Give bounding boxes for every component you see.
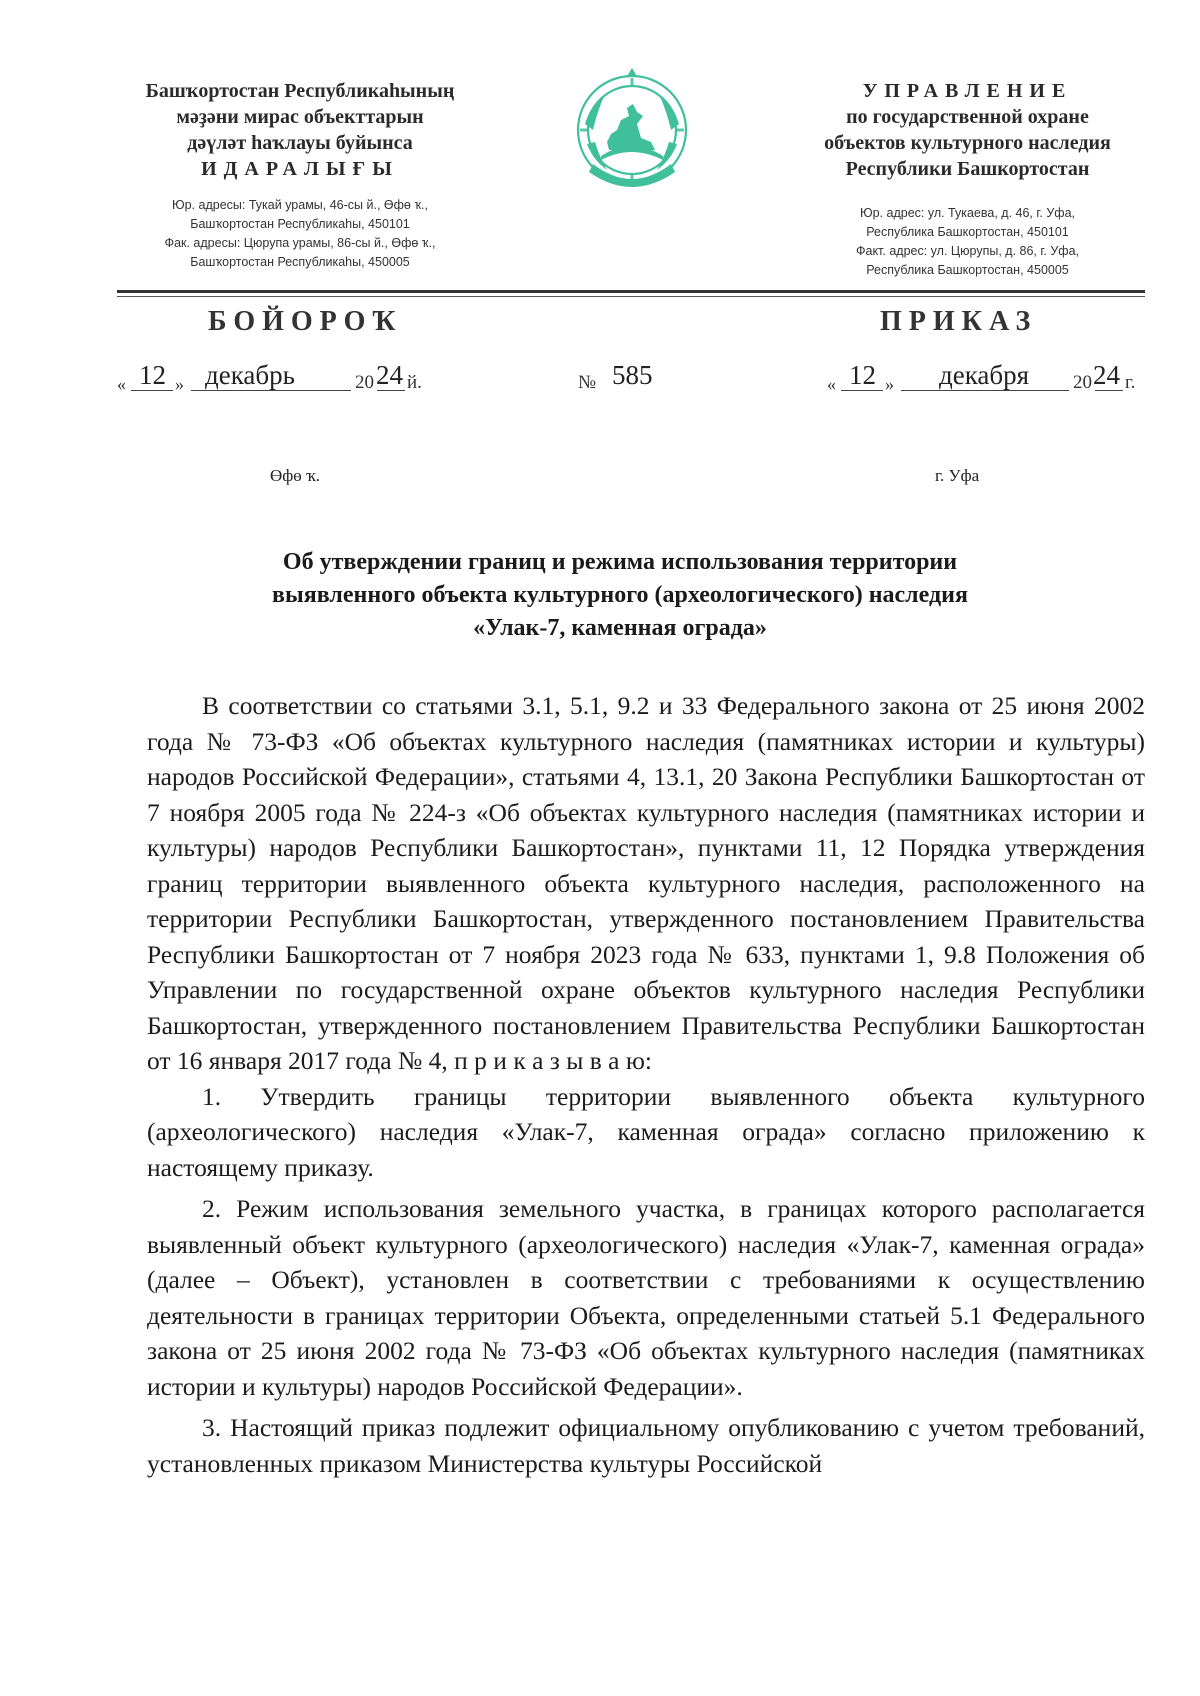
org-name-line: Республики Башкортостан: [845, 158, 1090, 180]
month-value: декабря: [939, 360, 1030, 390]
doc-type-bashkir: БОЙОРОҠ: [208, 306, 403, 337]
order-word: п р и к а з ы в а ю:: [454, 1046, 652, 1075]
address-line: Республика Башкортостан, 450101: [866, 225, 1069, 239]
header-divider-thin: [117, 296, 1145, 297]
address-block: [790, 204, 1145, 280]
letterhead-right: [790, 78, 1145, 280]
doc-type-russian: ПРИКАЗ: [880, 306, 1038, 337]
city-bashkir: Өфө ҡ.: [270, 466, 321, 485]
org-name-line: Башҡортостан Республикаһының: [145, 80, 455, 102]
number-label: №: [578, 372, 597, 393]
org-name-spaced: ИДАРАЛЫҒЫ: [201, 158, 399, 180]
address-line: Республика Башкортостан, 450005: [866, 263, 1069, 277]
year-prefix: 20: [355, 372, 374, 393]
document-title: [180, 546, 1060, 645]
close-quote: »: [885, 374, 894, 394]
address-line: Башҡортостан Республикаһы, 450101: [190, 217, 410, 231]
bashkortostan-emblem-icon: [571, 64, 693, 200]
close-quote: »: [175, 374, 184, 394]
order-number: [578, 360, 678, 394]
address-line: Фак. адресы: Цюрупа урамы, 86-сы й., Өфө ҡ.,: [164, 236, 436, 250]
open-quote: «: [117, 374, 126, 394]
year-mark: й.: [407, 372, 422, 393]
org-name-line: дәүләт һаҡлауы буйынса: [187, 132, 413, 154]
preamble-paragraph: [147, 688, 1145, 1079]
date-left: [117, 360, 437, 394]
org-name-line: мәҙәни мирас объекттарын: [176, 106, 424, 128]
month-value: декабрь: [205, 360, 295, 390]
day-value: 12: [139, 360, 166, 390]
address-line: Юр. адресы: Тукай урамы, 46-сы й., Өфө ҡ.,: [172, 198, 428, 212]
open-quote: «: [827, 374, 836, 394]
org-name-spaced: УПРАВЛЕНИЕ: [862, 80, 1073, 102]
year-mark: г.: [1125, 372, 1136, 393]
year-suffix: 24: [1093, 360, 1120, 390]
order-item: 1. Утвердить границы территории выявленного объекта культурного (археологического) наследия «Улак-7, каменная ограда» согласно приложению к настоящему приказу.: [147, 1081, 1145, 1182]
org-name-line: объектов культурного наследия: [824, 132, 1111, 154]
header-divider-thick: [117, 290, 1145, 293]
title-line: «Улак-7, каменная ограда»: [473, 615, 767, 641]
address-line: Башҡортостан Республикаһы, 450005: [190, 255, 410, 269]
city-russian: г. Уфа: [935, 466, 980, 485]
org-name-line: по государственной охране: [846, 106, 1089, 128]
order-item: 2. Режим использования земельного участка, в границах которого располагается выявленный объект культурного (археологического) наследия «Улак-7, каменная ограда» (далее – Объект), установлен в соответствии с требованиями к осуществлению деятельности в границах территории Объекта, определенными статьей 5.1 Федерального закона от 25 июня 2002 года № 73-ФЗ «Об объектах культурного наследия (памятниках истории и культуры) народов Российской Федерации».: [147, 1194, 1145, 1401]
address-line: Факт. адрес: ул. Цюрупы, д. 86, г. Уфа,: [855, 244, 1079, 258]
title-line: выявленного объекта культурного (археологического) наследия: [272, 582, 968, 608]
document-body: [147, 688, 1145, 1481]
address-block: [115, 196, 485, 272]
year-prefix: 20: [1073, 372, 1092, 393]
order-item: 3. Настоящий приказ подлежит официальному опубликованию с учетом требований, установленных приказом Министерства культуры Российской: [147, 1413, 1145, 1478]
year-suffix: 24: [376, 360, 403, 390]
preamble-text: В соответствии со статьями 3.1, 5.1, 9.2 и 33 Федерального закона от 25 июня 2002 года № 73-ФЗ «Об объектах культурного наследия (памятниках истории и культуры) народов Российской Федерации», статьями 4, 13.1, 20 Закона Республики Башкортостан от 7 ноября 2005 года № 224-з «Об объектах культурного наследия (памятниках истории и культуры) народов Республики Башкортостан», пунктами 11, 12 Порядка утверждения границ территории выявленного объекта культурного наследия, расположенного на территории Республики Башкортостан, утвержденного постановлением Правительства Республики Башкортостан от 7 ноября 2023 года № 633, пунктами 1, 9.8 Положения об Управлении по государственной охране объектов культурного наследия Республики Башкортостан, утвержденного постановлением Правительства Республики Башкортостан от 16 января 2017 года № 4,: [147, 691, 1145, 1075]
number-value: 585: [612, 360, 653, 390]
title-line: Об утверждении границ и режима использования территории: [282, 549, 958, 575]
date-right: [827, 360, 1145, 394]
address-line: Юр. адрес: ул. Тукаева, д. 46, г. Уфа,: [859, 206, 1076, 220]
day-value: 12: [849, 360, 876, 390]
letterhead-left: [115, 78, 485, 272]
